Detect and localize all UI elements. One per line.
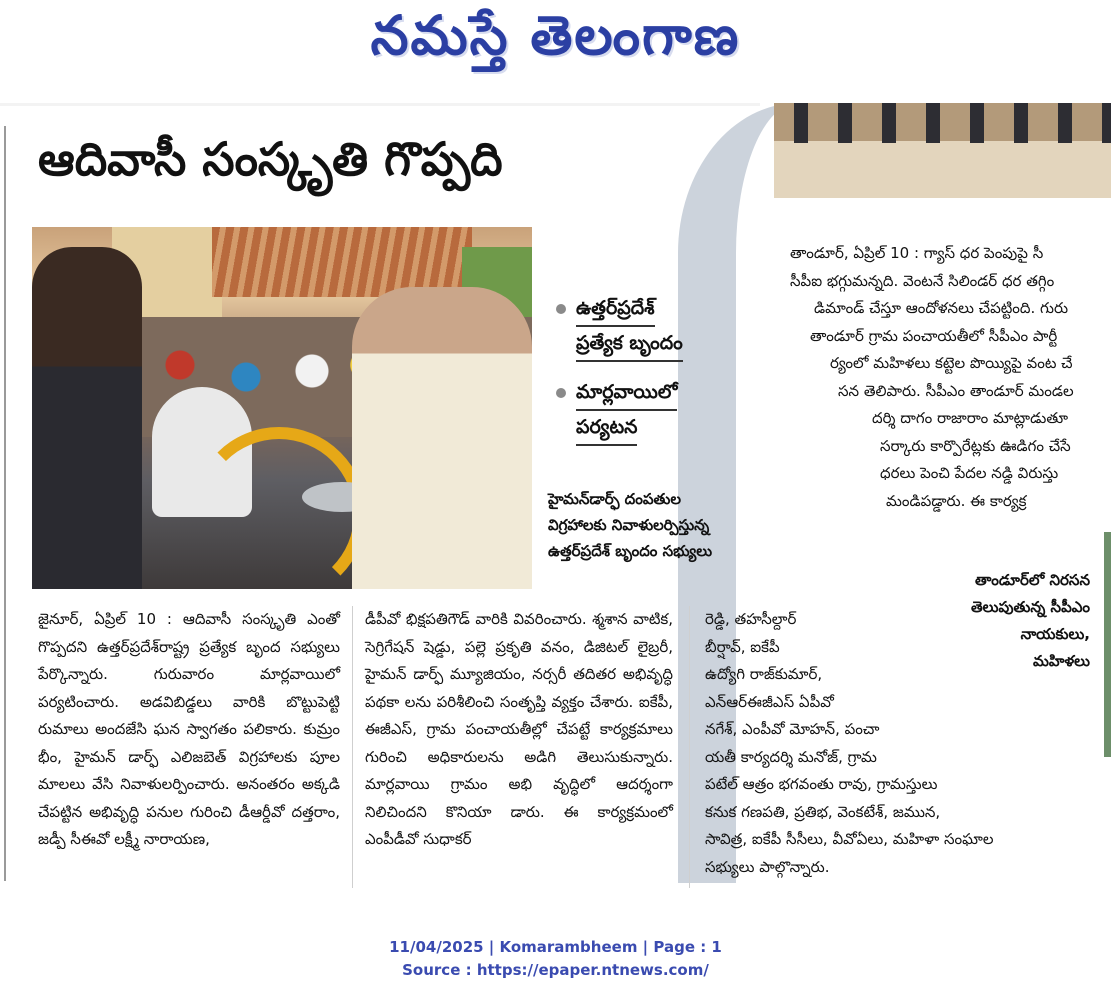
right-photo-caption xyxy=(920,567,1090,675)
story-line: ర్యంలో మహిళలు కట్టెల పొయ్యిపై వంట చే xyxy=(830,354,1073,372)
article-column-2 xyxy=(365,606,673,854)
article-line: పటేల్‌ ఆత్రం భగవంతు రావు, గ్రామస్తులు xyxy=(705,775,938,793)
right-side-story xyxy=(790,240,1111,515)
story-line: తాండూర్‌, ఏప్రిల్‌ 10 : గ్యాస్‌ ధర పెంపుపై సీ xyxy=(790,244,1044,262)
article-line: ఎన్‌ఆర్‌ఈజీఎస్‌ ఏపీవో xyxy=(705,692,834,711)
article-line: రెడ్డి, తహసీల్దార్‌ xyxy=(705,610,797,628)
top-divider xyxy=(0,103,760,106)
highlight-bullets xyxy=(554,292,734,460)
article-column-1 xyxy=(38,606,340,854)
story-line: తాండూర్‌ గ్రామ పంచాయతీలో సీపీఎం పార్టీ xyxy=(810,326,1058,345)
caption-line: హైమన్‌డార్ఫ్‌ దంపతుల xyxy=(548,490,681,508)
caption-line: నాయకులు, xyxy=(1020,625,1090,643)
article-line: ఉద్యోగి రాజ్‌కుమార్‌, xyxy=(705,665,823,683)
story-line: డిమాండ్‌ చేస్తూ ఆందోళనలు చేపట్టింది. గురు xyxy=(814,299,1069,317)
bullet-line: మార్లవాయిలో xyxy=(576,376,677,411)
top-right-photo xyxy=(774,103,1111,198)
caption-line: ఉత్తర్‌ప్రదేశ్‌ బృందం సభ్యులు xyxy=(548,542,713,560)
footer-date-edition: 11/04/2025 | Komarambheem | Page : 1 xyxy=(389,938,722,956)
story-line: దర్శి దాగం రాజారాం మాట్లాడుతూ xyxy=(872,409,1069,427)
caption-line: విగ్రహాలకు నివాళులర్పిస్తున్న xyxy=(548,516,710,534)
side-photo-edge xyxy=(1104,532,1111,757)
caption-line: తెలుపుతున్న సీపీఎం xyxy=(971,598,1090,616)
page-footer xyxy=(0,936,1111,982)
bullet-item xyxy=(554,292,734,362)
photo-caption xyxy=(548,486,768,564)
story-line: మండిపడ్డారు. ఈ కార్యక్ర xyxy=(886,491,1027,510)
bullet-line: ప్రత్యేక బృందం xyxy=(576,327,683,362)
column-divider xyxy=(689,606,690,888)
caption-line: తాండూర్‌లో నిరసన xyxy=(975,571,1090,589)
main-photo xyxy=(32,227,532,589)
article-text: డీపీవో భిక్షపతిగౌడ్‌ వారికి వివరించారు. శ్మశాన వాటిక, సెగ్రిగేషన్‌ షెడ్డు, పల్లె ప్రకృతి వనం, డిజిటల్‌ లైబ్రరీ, హైమన్‌ డార్ఫ్‌ మ్యూజియం, నర్సరీ తదితర అభివృద్ధి పథకా లను పరిశీలించి సంతృప్తి వ్యక్తం చేశారు. ఐకేపీ, ఈజీఎస్‌, గ్రామ పంచాయతీల్లో చేపట్టే కార్యక్రమాలు గురించి అధికారులను అడిగి తెలుసుకున్నారు. మార్లవాయి గ్రామం అభి వృద్ధిలో ఆదర్శంగా నిలిచిందని కొనియా డారు. ఈ కార్యక్రమంలో ఎంపీడీవో సుధాకర్‌ xyxy=(365,610,673,848)
article-text: జైనూర్‌, ఏప్రిల్‌ 10 : ఆదివాసీ సంస్కృతి ఎంతో గొప్పదని ఉత్తర్‌ప్రదేశ్‌రాష్ట్ర ప్రత్యేక బృంద సభ్యులు పేర్కొన్నారు. గురువారం మార్లవాయిలో పర్యటించారు. అడవిబిడ్డలు వారికి బొట్టుపెట్టి రుమాలు అందజేసి ఘన స్వాగతం పలికారు. కుమ్రం భీం, హైమన్‌ డార్ఫ్‌ ఎలిజబెత్‌ విగ్రహాలకు పూల మాలలు వేసి నివాళులర్పించారు. అనంతరం అక్కడి చేపట్టిన అభివృద్ధి పనుల గురించి డీఆర్డీవో దత్తరాం, జడ్పీ సీఈవో లక్ష్మీ నారాయణ, xyxy=(38,610,340,848)
footer-source: Source : https://epaper.ntnews.com/ xyxy=(402,961,709,979)
caption-line: మహిళలు xyxy=(1032,652,1090,670)
bullet-dot-icon xyxy=(556,304,566,314)
bullet-line: ఉత్తర్‌ప్రదేశ్‌ xyxy=(576,292,655,327)
newspaper-title: నమస్తే తెలంగాణ xyxy=(370,4,741,67)
bullet-item xyxy=(554,376,734,446)
story-line: ధరలు పెంచి పేదల నడ్డి విరుస్తు xyxy=(880,464,1059,482)
article-line: నగేశ్‌, ఎంపీవో మోహన్‌, పంచా xyxy=(705,720,880,738)
column-divider xyxy=(352,606,353,888)
story-line: సర్కారు కార్పొరేట్లకు ఊడిగం చేసే xyxy=(880,436,1071,455)
article-line: కనుక గణపతి, ప్రతిభ, వెంకటేశ్‌, జమున, xyxy=(705,802,941,821)
article-line: సావిత్ర, ఐకేపీ సీసీలు, వీవోఏలు, మహిళా సంఘాల xyxy=(705,830,994,848)
article-line: బీర్షావ్‌, ఐకేపీ xyxy=(705,637,780,656)
bullet-line: పర్యటన xyxy=(576,411,637,446)
bullet-dot-icon xyxy=(556,388,566,398)
headline: ఆదివాసీ సంస్కృతి గొప్పది xyxy=(38,132,503,186)
story-line: సన తెలిపారు. సీపీఎం తాండూర్‌ మండల xyxy=(838,381,1074,400)
story-line: సీపీఐ భగ్గుమన్నది. వెంటనే సిలిండర్‌ ధర తగ్గిం xyxy=(790,271,1055,290)
left-rule xyxy=(4,126,6,881)
article-line: యతీ కార్యదర్శి మనోజ్‌, గ్రామ xyxy=(705,747,877,766)
article-line: సభ్యులు పాల్గొన్నారు. xyxy=(705,857,830,876)
masthead xyxy=(0,0,1111,90)
